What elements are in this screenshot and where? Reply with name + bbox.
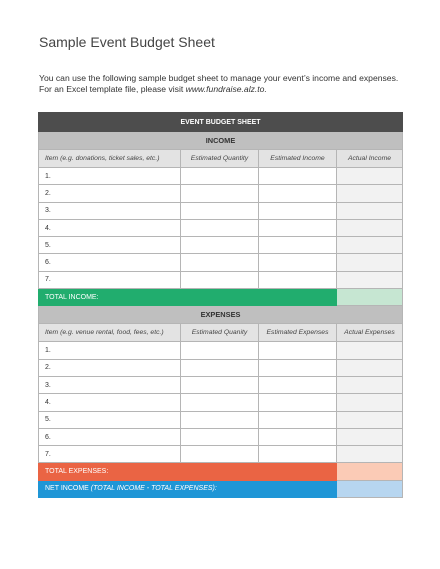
total-income-label: TOTAL INCOME: xyxy=(39,289,337,306)
income-actual-cell[interactable] xyxy=(337,237,403,254)
net-income-formula: (TOTAL INCOME - TOTAL EXPENSES): xyxy=(90,485,217,493)
expenses-col-item: Item (e.g. venue rental, food, fees, etc.) xyxy=(39,324,181,342)
budget-sheet xyxy=(38,112,402,498)
income-actual-cell[interactable] xyxy=(337,254,403,271)
total-income-row xyxy=(39,289,403,306)
income-row xyxy=(39,271,403,288)
income-est-income-cell[interactable] xyxy=(259,185,337,202)
expense-row xyxy=(39,376,403,393)
expense-row xyxy=(39,428,403,445)
income-row-number: 7. xyxy=(39,271,181,288)
income-col-actual-income: Actual Income xyxy=(337,150,403,168)
income-row-number: 1. xyxy=(39,168,181,185)
income-row xyxy=(39,202,403,219)
expense-est-qty-cell[interactable] xyxy=(181,411,259,428)
income-row xyxy=(39,185,403,202)
income-row xyxy=(39,254,403,271)
income-est-income-cell[interactable] xyxy=(259,237,337,254)
expenses-col-est-qty: Estimated Quanity xyxy=(181,324,259,342)
intro-line-2-prefix: For an Excel template file, please visit xyxy=(39,84,186,94)
expense-est-expenses-cell[interactable] xyxy=(259,376,337,393)
income-est-qty-cell[interactable] xyxy=(181,254,259,271)
income-section-title: INCOME xyxy=(39,132,403,150)
expense-est-qty-cell[interactable] xyxy=(181,342,259,359)
income-est-qty-cell[interactable] xyxy=(181,168,259,185)
expenses-section-title: EXPENSES xyxy=(39,306,403,324)
expenses-column-header-row xyxy=(39,324,403,342)
income-actual-cell[interactable] xyxy=(337,168,403,185)
income-est-income-cell[interactable] xyxy=(259,254,337,271)
income-est-income-cell[interactable] xyxy=(259,168,337,185)
income-est-income-cell[interactable] xyxy=(259,271,337,288)
expenses-col-est-expenses: Estimated Expenses xyxy=(259,324,337,342)
expense-est-qty-cell[interactable] xyxy=(181,428,259,445)
income-col-est-income: Estimated Income xyxy=(259,150,337,168)
budget-table xyxy=(38,112,403,498)
income-row-number: 3. xyxy=(39,202,181,219)
income-est-income-cell[interactable] xyxy=(259,202,337,219)
income-actual-cell[interactable] xyxy=(337,219,403,236)
intro-line-2 xyxy=(39,84,419,95)
income-actual-cell[interactable] xyxy=(337,185,403,202)
expense-row xyxy=(39,394,403,411)
total-expenses-value[interactable] xyxy=(337,463,403,480)
expense-row-number: 1. xyxy=(39,342,181,359)
expense-est-qty-cell[interactable] xyxy=(181,394,259,411)
expense-est-expenses-cell[interactable] xyxy=(259,411,337,428)
intro-text xyxy=(39,73,419,95)
expense-row xyxy=(39,446,403,463)
expenses-section-row xyxy=(39,306,403,324)
expense-actual-cell[interactable] xyxy=(337,428,403,445)
income-col-item: Item (e.g. donations, ticket sales, etc.) xyxy=(39,150,181,168)
expense-row xyxy=(39,342,403,359)
expense-row-number: 6. xyxy=(39,428,181,445)
income-est-qty-cell[interactable] xyxy=(181,237,259,254)
expense-row-number: 3. xyxy=(39,376,181,393)
expense-est-expenses-cell[interactable] xyxy=(259,394,337,411)
income-column-header-row xyxy=(39,150,403,168)
expense-row-number: 7. xyxy=(39,446,181,463)
income-row xyxy=(39,168,403,185)
net-income-value[interactable] xyxy=(337,480,403,497)
intro-line-1: You can use the following sample budget sheet to manage your event’s income and expenses. xyxy=(39,73,399,83)
income-row-number: 6. xyxy=(39,254,181,271)
expense-actual-cell[interactable] xyxy=(337,411,403,428)
income-est-qty-cell[interactable] xyxy=(181,185,259,202)
expense-est-expenses-cell[interactable] xyxy=(259,342,337,359)
expenses-col-actual-expenses: Actual Expenses xyxy=(337,324,403,342)
income-actual-cell[interactable] xyxy=(337,271,403,288)
income-row-number: 4. xyxy=(39,219,181,236)
income-est-qty-cell[interactable] xyxy=(181,219,259,236)
net-income-label: NET INCOME xyxy=(45,485,89,493)
income-col-est-qty: Estimated Quantity xyxy=(181,150,259,168)
income-est-qty-cell[interactable] xyxy=(181,271,259,288)
income-row-number: 5. xyxy=(39,237,181,254)
net-income-row xyxy=(39,480,403,497)
expense-actual-cell[interactable] xyxy=(337,376,403,393)
sheet-header: EVENT BUDGET SHEET xyxy=(39,113,403,132)
expense-row-number: 2. xyxy=(39,359,181,376)
expense-actual-cell[interactable] xyxy=(337,342,403,359)
expense-row xyxy=(39,359,403,376)
income-est-income-cell[interactable] xyxy=(259,219,337,236)
expense-row xyxy=(39,411,403,428)
expense-actual-cell[interactable] xyxy=(337,446,403,463)
net-income-label-cell xyxy=(39,480,337,497)
expense-est-expenses-cell[interactable] xyxy=(259,428,337,445)
income-row-number: 2. xyxy=(39,185,181,202)
income-actual-cell[interactable] xyxy=(337,202,403,219)
income-row xyxy=(39,219,403,236)
expense-row-number: 4. xyxy=(39,394,181,411)
income-row xyxy=(39,237,403,254)
income-est-qty-cell[interactable] xyxy=(181,202,259,219)
expense-est-expenses-cell[interactable] xyxy=(259,446,337,463)
page-title: Sample Event Budget Sheet xyxy=(39,34,215,50)
expense-actual-cell[interactable] xyxy=(337,359,403,376)
sheet-header-row xyxy=(39,113,403,132)
expense-actual-cell[interactable] xyxy=(337,394,403,411)
expense-est-qty-cell[interactable] xyxy=(181,446,259,463)
income-section-row xyxy=(39,132,403,150)
expense-est-qty-cell[interactable] xyxy=(181,376,259,393)
expense-est-qty-cell[interactable] xyxy=(181,359,259,376)
total-expenses-row xyxy=(39,463,403,480)
expense-est-expenses-cell[interactable] xyxy=(259,359,337,376)
total-income-value[interactable] xyxy=(337,289,403,306)
total-expenses-label: TOTAL EXPENSES: xyxy=(39,463,337,480)
template-link[interactable]: www.fundraise.alz.to. xyxy=(185,84,267,94)
expense-row-number: 5. xyxy=(39,411,181,428)
